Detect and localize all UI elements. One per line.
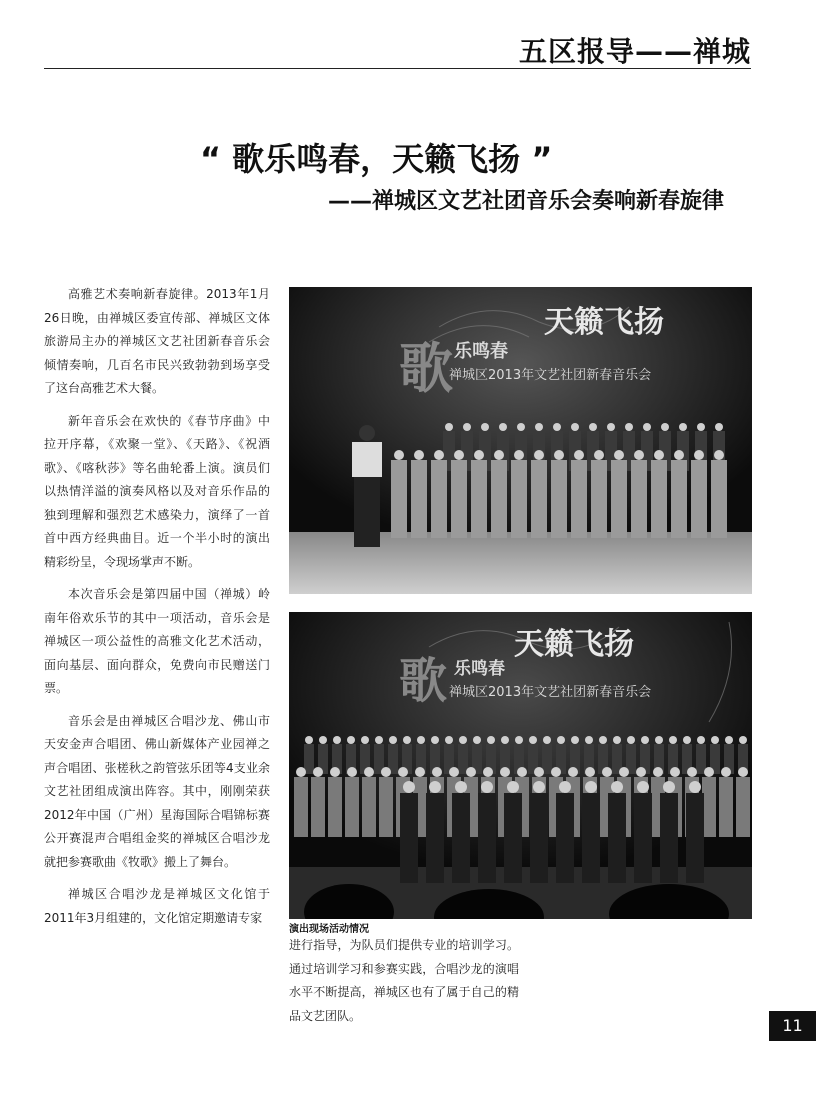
- concert-photo-curtain-call: [289, 612, 752, 919]
- performer-body: [551, 460, 567, 538]
- performer-head: [619, 767, 629, 777]
- performer-head: [515, 736, 523, 744]
- performer-head: [557, 736, 565, 744]
- performer-head: [333, 736, 341, 744]
- performer-head: [704, 767, 714, 777]
- performer-head: [533, 781, 545, 793]
- performer-head: [389, 736, 397, 744]
- performer-head: [711, 736, 719, 744]
- performer-head: [571, 736, 579, 744]
- stage-banner-line: 禅城区2013年文艺社团新春音乐会: [449, 368, 652, 383]
- performer-body: [411, 460, 427, 538]
- performer-head: [553, 423, 561, 431]
- performer-head: [403, 781, 415, 793]
- performer-head: [683, 736, 691, 744]
- performer-head: [613, 736, 621, 744]
- paragraph: 本次音乐会是第四届中国（禅城）岭南年俗欢乐节的其中一项活动，音乐会是禅城区一项公益性的高雅文化艺术活动，面向基层、面向群众，免费向市民赠送门票。: [44, 587, 270, 695]
- performer-body: [556, 793, 574, 883]
- performer-head: [543, 736, 551, 744]
- concert-photo-choir: [289, 287, 752, 594]
- performer-body: [345, 777, 359, 837]
- performer-head: [625, 423, 633, 431]
- performer-body: [431, 460, 447, 538]
- performer-head: [534, 767, 544, 777]
- performer-head: [500, 767, 510, 777]
- performer-body: [631, 460, 647, 538]
- paragraph: 高雅艺术奏响新春旋律。2013年1月26日晚，由禅城区委宣传部、禅城区文体旅游局主办的禅城区文艺社团新春音乐会倾情奏响，几百名市民兴致勃勃到场享受了这台高雅艺术大餐。: [44, 287, 270, 395]
- article-title: “ 歌乐鸣春，天籁飞扬 ”: [200, 140, 553, 178]
- performer-head: [463, 423, 471, 431]
- performer-head: [487, 736, 495, 744]
- performer-head: [445, 736, 453, 744]
- performer-head: [347, 767, 357, 777]
- performer-head: [689, 781, 701, 793]
- performer-head: [589, 423, 597, 431]
- performer-head: [494, 450, 504, 460]
- performer-body: [478, 793, 496, 883]
- performer-body: [311, 777, 325, 837]
- performer-head: [663, 781, 675, 793]
- header-rule: [44, 68, 751, 69]
- performer-head: [585, 781, 597, 793]
- performer-head: [517, 767, 527, 777]
- performer-body: [651, 460, 667, 538]
- performer-body: [426, 793, 444, 883]
- performer-head: [574, 450, 584, 460]
- performer-head: [661, 423, 669, 431]
- performer-head: [634, 450, 644, 460]
- article-subtitle: ——禅城区文艺社团音乐会奏响新春旋律: [327, 189, 724, 214]
- performer-head: [535, 423, 543, 431]
- performer-head: [739, 736, 747, 744]
- performer-head: [714, 450, 724, 460]
- performer-head: [636, 767, 646, 777]
- performer-head: [514, 450, 524, 460]
- performer-head: [641, 736, 649, 744]
- performer-head: [481, 423, 489, 431]
- performer-head: [361, 736, 369, 744]
- performer-head: [507, 781, 519, 793]
- performer-body: [491, 460, 507, 538]
- performer-body: [608, 793, 626, 883]
- performer-head: [415, 767, 425, 777]
- performer-body: [451, 460, 467, 538]
- performer-body: [660, 793, 678, 883]
- section-header: 五区报导——禅城: [518, 35, 751, 68]
- performer-head: [611, 781, 623, 793]
- performer-body: [696, 744, 706, 774]
- performer-body: [736, 777, 750, 837]
- performer-head: [653, 767, 663, 777]
- performer-head: [670, 767, 680, 777]
- stage-banner-script: 天籁飞扬: [514, 627, 634, 662]
- performer-body: [531, 460, 547, 538]
- performer-head: [347, 736, 355, 744]
- performer-head: [655, 736, 663, 744]
- photo-caption: 演出现场活动情况: [289, 924, 369, 935]
- performer-head: [313, 767, 323, 777]
- performer-head: [499, 423, 507, 431]
- performer-head: [501, 736, 509, 744]
- performer-head: [585, 767, 595, 777]
- performer-head: [454, 450, 464, 460]
- performer-head: [599, 736, 607, 744]
- performer-body: [391, 460, 407, 538]
- stage-banner-big-char: 歌: [399, 336, 453, 400]
- performer-head: [398, 767, 408, 777]
- performer-head: [319, 736, 327, 744]
- performer-body: [304, 744, 314, 774]
- performer-head: [669, 736, 677, 744]
- performer-head: [725, 736, 733, 744]
- performer-body: [719, 777, 733, 837]
- performer-head: [432, 767, 442, 777]
- stage-banner-small: 乐鸣春: [454, 341, 508, 362]
- performer-head: [585, 736, 593, 744]
- performer-body: [691, 460, 707, 538]
- performer-head: [455, 781, 467, 793]
- performer-body: [634, 793, 652, 883]
- performer-body: [294, 777, 308, 837]
- performer-head: [721, 767, 731, 777]
- performer-head: [679, 423, 687, 431]
- performer-head: [654, 450, 664, 460]
- performer-head: [674, 450, 684, 460]
- stage-banner-script: 天籁飞扬: [544, 305, 664, 340]
- performer-head: [594, 450, 604, 460]
- performer-head: [375, 736, 383, 744]
- performer-body: [686, 793, 704, 883]
- paragraph: 禅城区合唱沙龙是禅城区文化馆于2011年3月组建的，文化馆定期邀请专家: [44, 887, 270, 925]
- performer-body: [458, 744, 468, 774]
- performer-head: [694, 450, 704, 460]
- performer-body: [542, 744, 552, 774]
- paragraph: 新年音乐会在欢快的《春节序曲》中拉开序幕，《欢聚一堂》、《天路》、《祝酒歌》、《喀秋莎》等名曲轮番上演。演员们以热情洋溢的演奏风格以及对音乐作品的独到理解和强烈艺术感染力，演绎了一首首中西方经典曲目。近一个半小时的演出精彩纷呈，令现场掌声不断。: [44, 413, 270, 569]
- performer-head: [602, 767, 612, 777]
- performer-head: [534, 450, 544, 460]
- performer-body: [471, 460, 487, 538]
- performer-head: [305, 736, 313, 744]
- performer-head: [559, 781, 571, 793]
- performer-body: [379, 777, 393, 837]
- performer-head: [296, 767, 306, 777]
- performer-body: [711, 460, 727, 538]
- performer-head: [568, 767, 578, 777]
- performer-head: [607, 423, 615, 431]
- performer-head: [517, 423, 525, 431]
- performer-head: [481, 781, 493, 793]
- performer-body: [530, 793, 548, 883]
- performer-body: [328, 777, 342, 837]
- performer-head: [449, 767, 459, 777]
- paragraph: 音乐会是由禅城区合唱沙龙、佛山市天安金声合唱团、佛山新媒体产业园禅之声合唱团、张槎秋之韵管弦乐团等4支业余文艺社团组成演出阵容。其中，刚刚荣获2012年中国（广州）星海国际合唱锦标赛公开赛混声合唱组金奖的禅城区合唱沙龙就把参赛歌曲《牧歌》搬上了舞台。: [44, 713, 270, 869]
- performer-head: [414, 450, 424, 460]
- performer-body: [504, 793, 522, 883]
- performer-head: [330, 767, 340, 777]
- performer-body: [671, 460, 687, 538]
- performer-head: [614, 450, 624, 460]
- performer-head: [434, 450, 444, 460]
- performer-head: [403, 736, 411, 744]
- stage-banner-big-char: 歌: [399, 653, 448, 709]
- performer-head: [529, 736, 537, 744]
- performer-head: [466, 767, 476, 777]
- performer-head: [381, 767, 391, 777]
- performer-head: [483, 767, 493, 777]
- performer-body: [702, 777, 716, 837]
- performer-head: [394, 450, 404, 460]
- stage-banner-line: 禅城区2013年文艺社团新春音乐会: [449, 685, 652, 700]
- paragraph: 进行指导，为队员们提供专业的培训学习。通过培训学习和参赛实践，合唱沙龙的演唱水平不断提高，禅城区也有了属于自己的精品文艺团队。: [289, 938, 519, 1023]
- performer-head: [715, 423, 723, 431]
- stage-banner-small: 乐鸣春: [454, 659, 505, 679]
- performer-body: [571, 460, 587, 538]
- performer-head: [551, 767, 561, 777]
- performer-body: [591, 460, 607, 538]
- page-number: 11: [769, 1011, 816, 1041]
- performer-head: [459, 736, 467, 744]
- performer-head: [417, 736, 425, 744]
- performer-head: [445, 423, 453, 431]
- performer-head: [627, 736, 635, 744]
- performer-head: [738, 767, 748, 777]
- performer-head: [697, 423, 705, 431]
- performer-head: [643, 423, 651, 431]
- performer-head: [431, 736, 439, 744]
- performer-head: [429, 781, 441, 793]
- performer-head: [687, 767, 697, 777]
- performer-head: [473, 736, 481, 744]
- performer-body: [362, 777, 376, 837]
- performer-body: [582, 793, 600, 883]
- performer-body: [400, 793, 418, 883]
- performer-head: [697, 736, 705, 744]
- performer-body: [452, 793, 470, 883]
- performer-head: [364, 767, 374, 777]
- article-body-left: [44, 283, 270, 939]
- performer-body: [611, 460, 627, 538]
- article-body-right: [289, 934, 519, 1028]
- performer-head: [637, 781, 649, 793]
- performer-head: [474, 450, 484, 460]
- performer-head: [554, 450, 564, 460]
- performer-body: [511, 460, 527, 538]
- performer-head: [571, 423, 579, 431]
